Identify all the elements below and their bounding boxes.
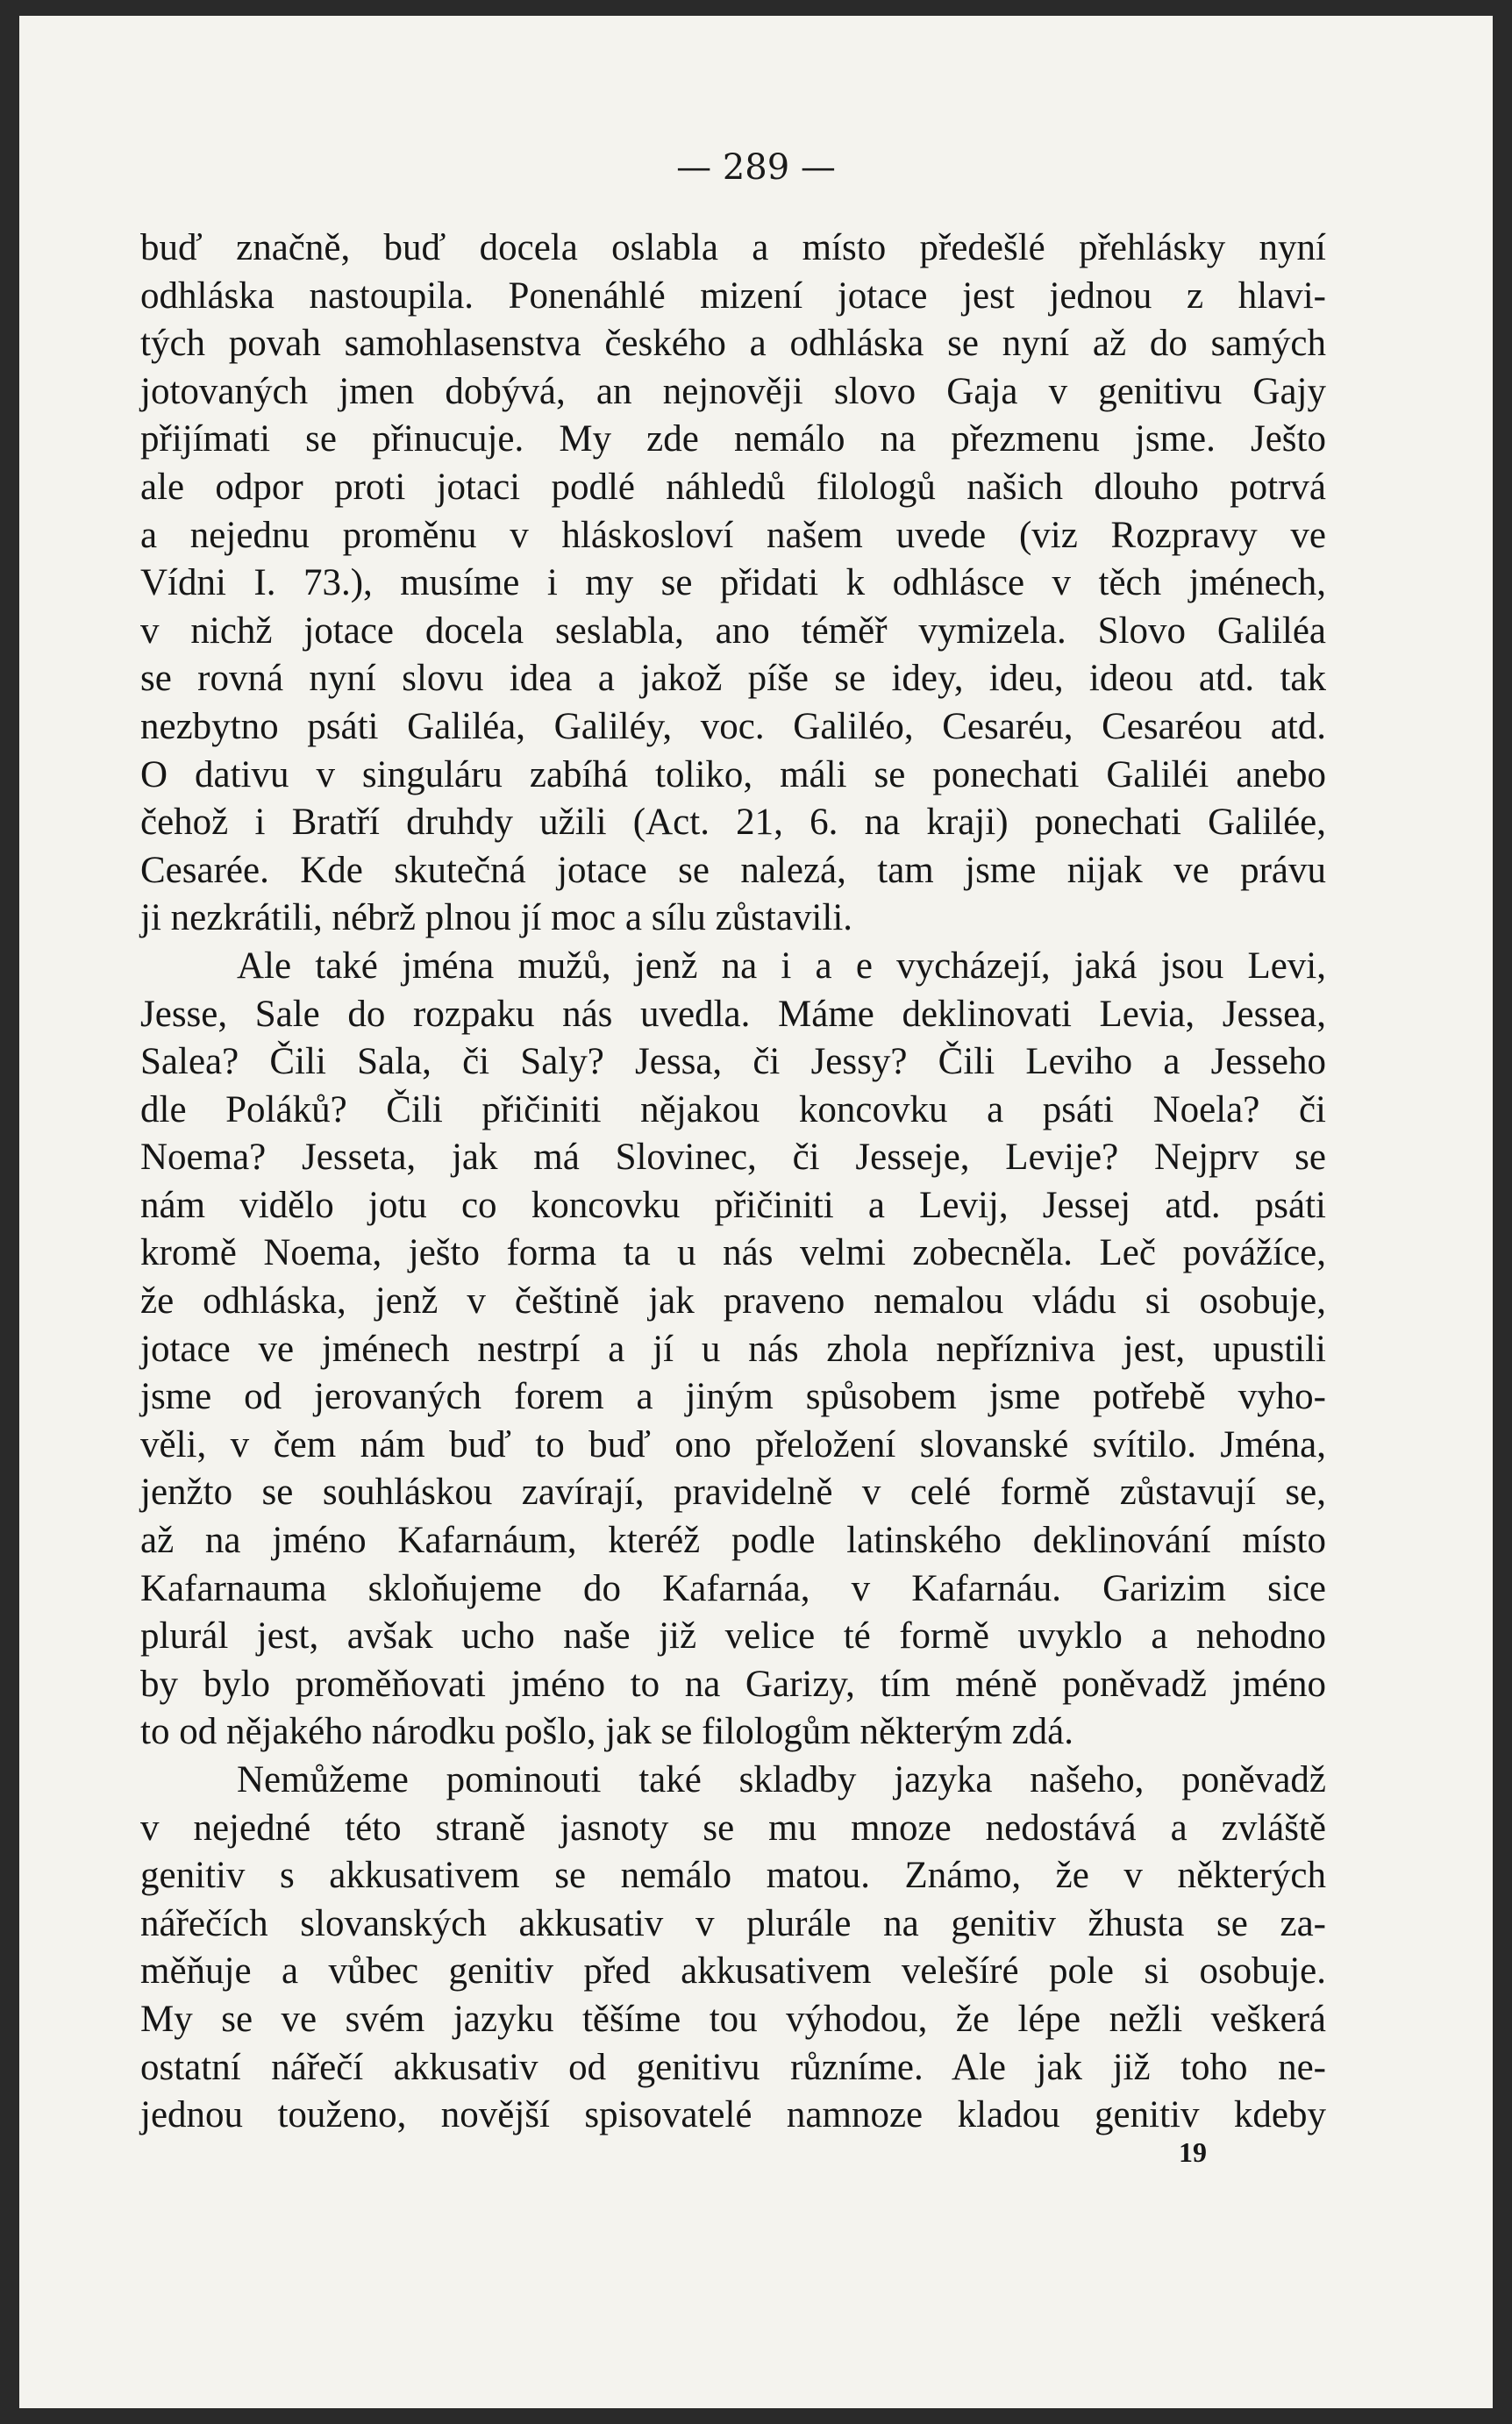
text-line: čehož i Bratří druhdy užili (Act. 21, 6. na kraji) ponechati Galilée, — [140, 802, 1326, 844]
text-line: v nichž jotace docela seslabla, ano téměř vymizela. Slovo Galiléa — [140, 610, 1326, 652]
text-line: Vídni I. 73.), musíme i my se přidati k odhlásce v těch jménech, — [140, 562, 1326, 604]
text-line: O dativu v singuláru zabíhá toliko, máli se ponechati Galiléi anebo — [140, 753, 1326, 795]
text-line: se rovná nyní slovu idea a jakož píše se idey, ideu, ideou atd. tak — [140, 658, 1326, 700]
text-line: dle Poláků? Čili přičiniti nějakou koncovku a psáti Noela? či — [140, 1088, 1326, 1130]
text-line: jotovaných jmen dobývá, an nejnověji slovo Gaja v genitivu Gajy — [140, 370, 1326, 412]
book-page — [19, 16, 1493, 2408]
text-line: genitiv s akkusativem se nemálo matou. Známo, že v některých — [140, 1855, 1326, 1897]
text-line: nářečích slovanských akkusativ v plurále na genitiv žhusta se za- — [140, 1902, 1326, 1944]
text-line: že odhláska, jenž v češtině jak praveno nemalou vládu si osobuje, — [140, 1280, 1326, 1323]
text-line: jenžto se souhláskou zavírají, pravidelně v celé formě zůstavují se, — [140, 1472, 1326, 1514]
text-line: kromě Noema, ješto forma ta u nás velmi zobecněla. Leč povážíce, — [140, 1232, 1326, 1274]
text-line: jsme od jerovaných forem a jiným spůsobem jsme potřebě vyho- — [140, 1376, 1326, 1418]
text-line: tých povah samohlasenstva českého a odhláska se nyní až do samých — [140, 323, 1326, 365]
text-line: přijímati se přinucuje. My zde nemálo na přezmenu jsme. Ješto — [140, 418, 1326, 460]
page-number-header: — 289 — — [676, 147, 836, 188]
text-line: buď značně, buď docela oslabla a místo předešlé přehlásky nyní — [140, 227, 1326, 268]
text-line: Jesse, Sale do rozpaku nás uvedla. Máme deklinovati Levia, Jessea, — [140, 993, 1326, 1035]
text-line: plurál jest, avšak ucho naše již velice té formě uvyklo a nehodno — [140, 1615, 1326, 1658]
text-line: nám vidělo jotu co koncovku přičiniti a Levij, Jessej atd. psáti — [140, 1184, 1326, 1226]
text-line: to od nějakého národku pošlo, jak se filologům některým zdá. — [140, 1711, 1073, 1753]
text-line: v nejedné této straně jasnoty se mu mnoze nedostává a zvláště — [140, 1807, 1326, 1849]
text-line: Cesarée. Kde skutečná jotace se nalezá, tam jsme nijak ve právu — [140, 849, 1326, 891]
text-line: jednou touženo, novější spisovatelé namnoze kladou genitiv kdeby — [140, 2094, 1326, 2136]
signature-mark: 19 — [1179, 2136, 1207, 2168]
text-line: odhláska nastoupila. Ponenáhlé mizení jotace jest jednou z hlavi- — [140, 274, 1326, 317]
text-line: Nemůžeme pominouti také skladby jazyka našeho, poněvadž — [237, 1759, 1326, 1800]
text-line: ostatní nářečí akkusativ od genitivu různíme. Ale jak již toho ne- — [140, 2046, 1326, 2088]
text-line: až na jméno Kafarnáum, kteréž podle latinského deklinování místo — [140, 1520, 1326, 1562]
text-line: věli, v čem nám buď to buď ono přeložení slovanské svítilo. Jména, — [140, 1423, 1326, 1465]
text-line: nezbytno psáti Galiléa, Galiléy, voc. Galiléo, Cesaréu, Cesaréou atd. — [140, 705, 1326, 747]
text-line: ale odpor proti jotaci podlé náhledů filologů našich dlouho potrvá — [140, 466, 1326, 508]
text-line: My se ve svém jazyku těšíme tou výhodou, že lépe nežli veškerá — [140, 1998, 1326, 2040]
body-text — [140, 225, 1326, 2140]
text-line: Ale také jména mužů, jenž na i a e vycházejí, jaká jsou Levi, — [237, 945, 1326, 987]
text-line: by bylo proměňovati jméno to na Garizy, tím méně poněvadž jméno — [140, 1663, 1326, 1705]
text-line: ji nezkrátili, nébrž plnou jí moc a sílu zůstavili. — [140, 897, 853, 939]
text-line: a nejednu proměnu v hláskosloví našem uvede (viz Rozpravy ve — [140, 514, 1326, 556]
text-line: jotace ve jménech nestrpí a jí u nás zhola nepřízniva jest, upustili — [140, 1328, 1326, 1370]
text-line: Noema? Jesseta, jak má Slovinec, či Jesseje, Levije? Nejprv se — [140, 1137, 1326, 1179]
text-line: Salea? Čili Sala, či Saly? Jessa, či Jessy? Čili Leviho a Jesseho — [140, 1041, 1326, 1083]
text-line: Kafarnauma skloňujeme do Kafarnáa, v Kafarnáu. Garizim sice — [140, 1567, 1326, 1609]
text-line: měňuje a vůbec genitiv před akkusativem velešíré pole si osobuje. — [140, 1950, 1326, 1993]
